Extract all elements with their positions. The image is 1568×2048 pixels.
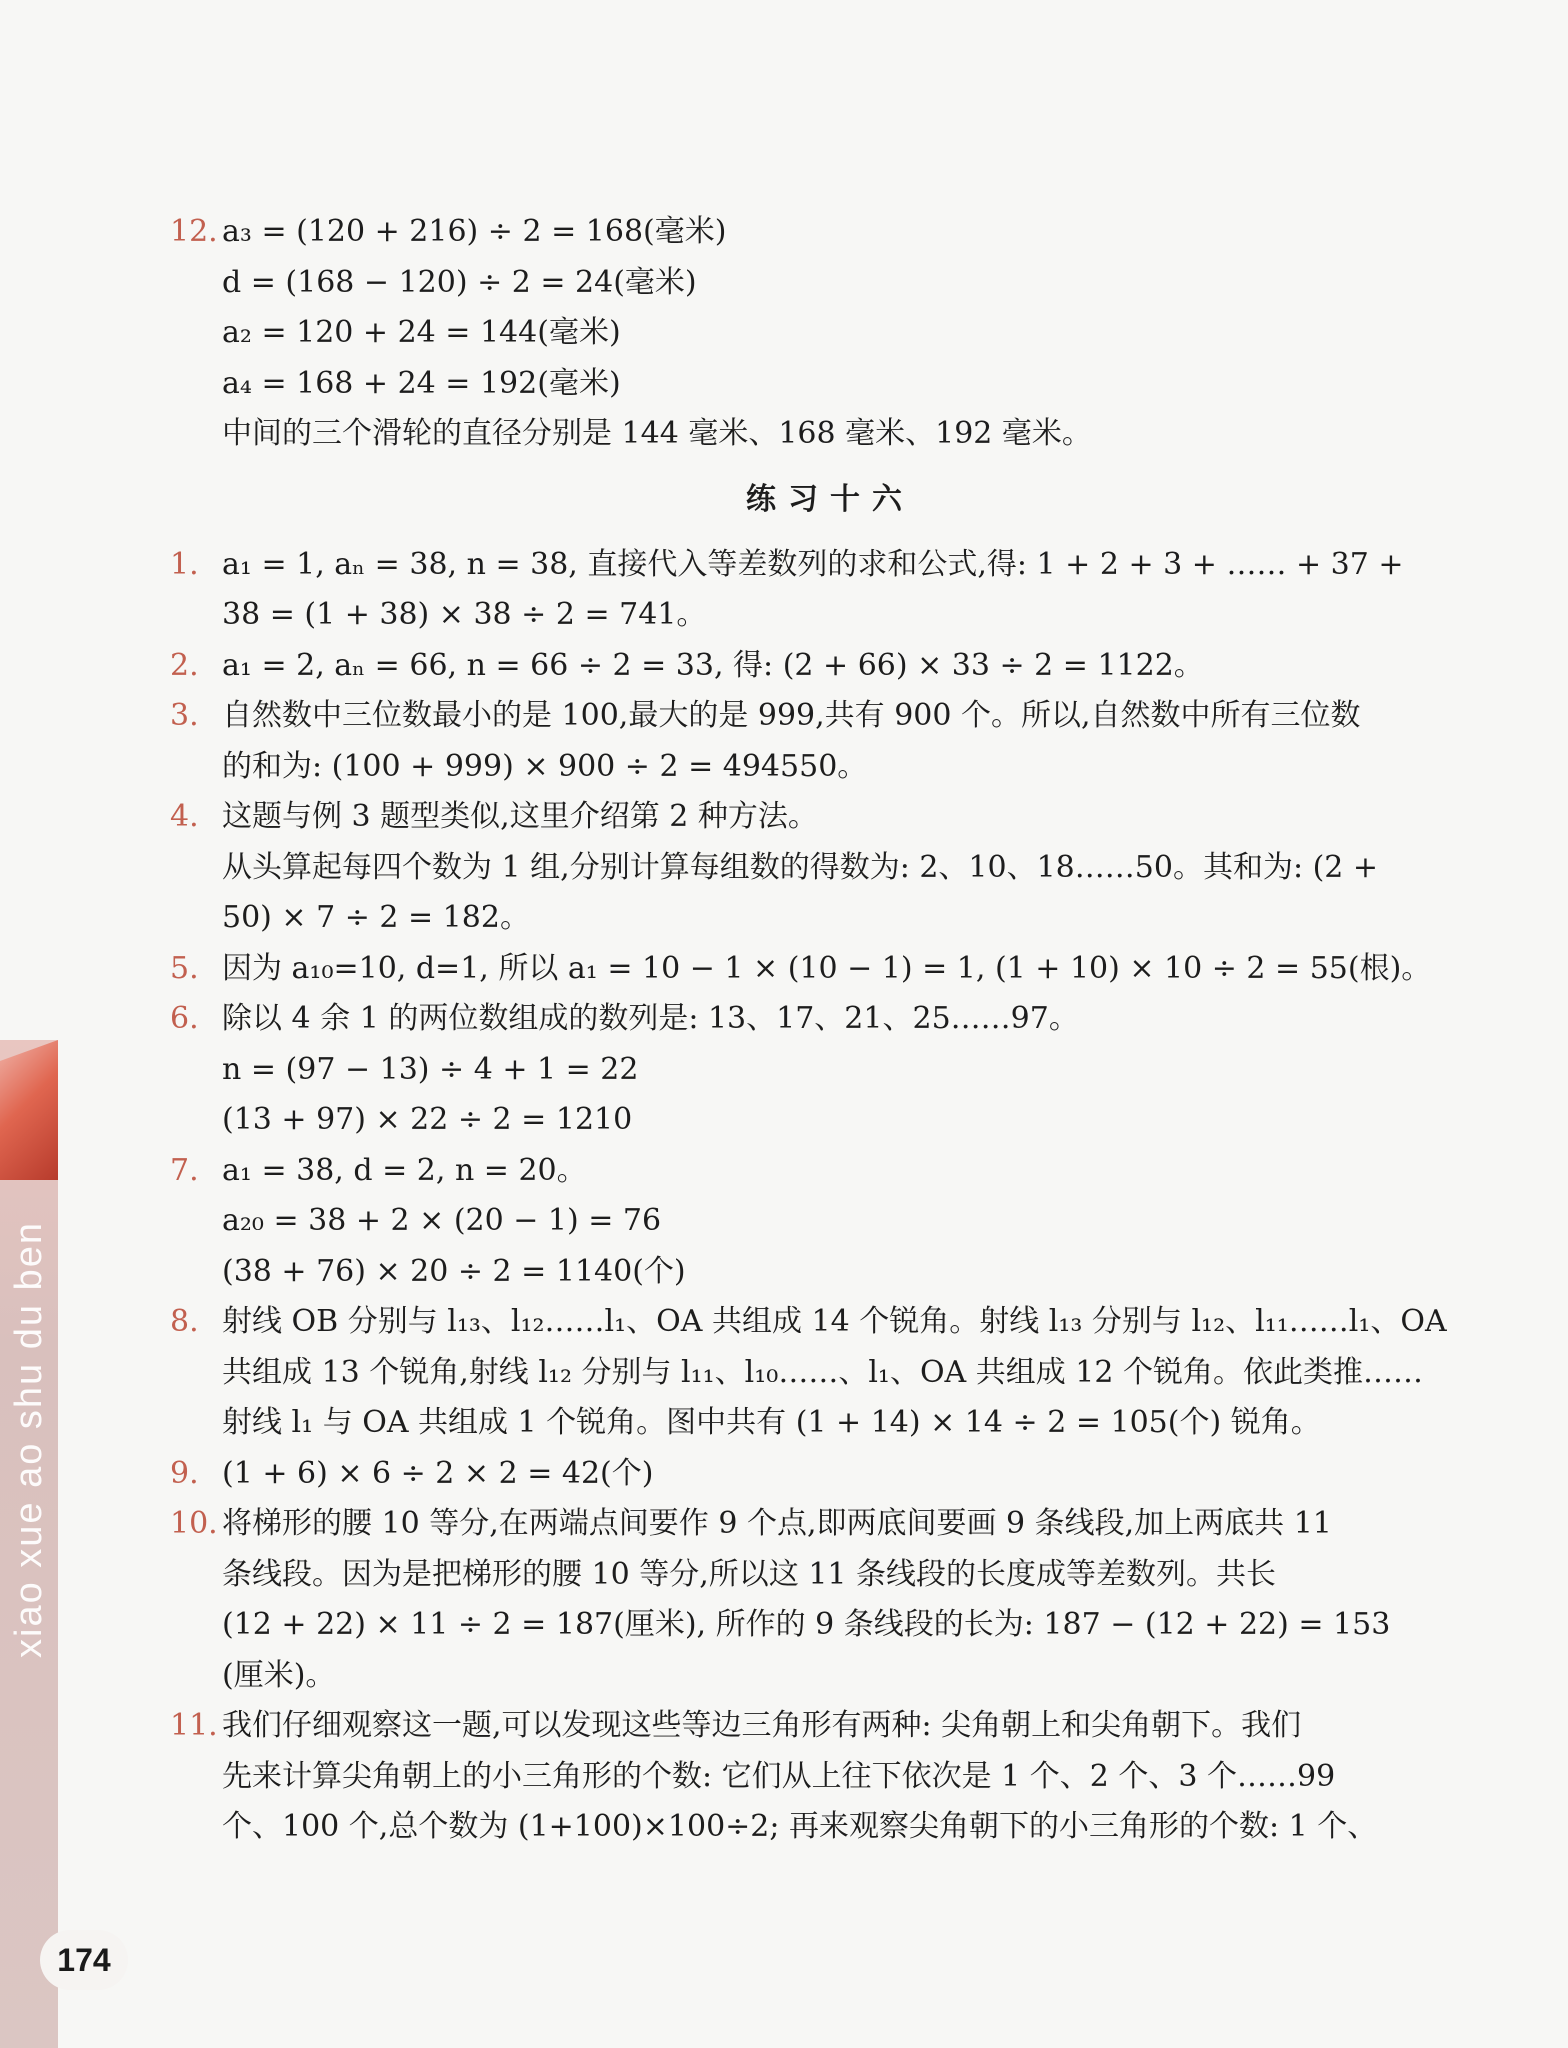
problem-number: 7. bbox=[170, 1152, 199, 1188]
problem-item bbox=[170, 540, 1490, 641]
problem-number: 10. bbox=[170, 1506, 218, 1541]
problem-line: 先来计算尖角朝上的小三角形的个数: 它们从上往下依次是 1 个、2 个、3 个……99 bbox=[222, 1758, 1336, 1794]
problem-line: a₁ = 38, d = 2, n = 20。 bbox=[222, 1152, 587, 1188]
problem-line: a₂₀ = 38 + 2 × (20 − 1) = 76 bbox=[222, 1203, 662, 1238]
problem-line: 因为 a₁₀=10, d=1, 所以 a₁ = 10 − 1 × (10 − 1) = 1, (1 + 10) × 10 ÷ 2 = 55(根)。 bbox=[222, 950, 1432, 986]
problem-line: 共组成 13 个锐角,射线 l₁₂ 分别与 l₁₁、l₁₀……、l₁、OA 共组成 12 个锐角。依此类推…… bbox=[222, 1354, 1423, 1390]
problem-line: (13 + 97) × 22 ÷ 2 = 1210 bbox=[222, 1102, 633, 1137]
problem-number: 5. bbox=[170, 950, 199, 986]
problem-line: 条线段。因为是把梯形的腰 10 等分,所以这 11 条线段的长度成等差数列。共长 bbox=[222, 1556, 1277, 1592]
problem-line: 射线 OB 分别与 l₁₃、l₁₂……l₁、OA 共组成 14 个锐角。射线 l₁₃ 分别与 l₁₂、l₁₁……l₁、OA bbox=[222, 1304, 1447, 1339]
solution-line: d = (168 − 120) ÷ 2 = 24(毫米) bbox=[222, 264, 697, 300]
problem-line: 从头算起每四个数为 1 组,分别计算每组数的得数为: 2、10、18……50。其和为: (2 + bbox=[222, 849, 1379, 885]
problem-item bbox=[170, 1146, 1490, 1298]
problem-number: 1. bbox=[170, 546, 199, 582]
problem-line: 38 = (1 + 38) × 38 ÷ 2 = 741。 bbox=[222, 597, 707, 632]
solution-12 bbox=[170, 207, 1490, 460]
problem-number: 8. bbox=[170, 1304, 199, 1339]
solution-line: a₃ = (120 + 216) ÷ 2 = 168(毫米) bbox=[222, 214, 727, 249]
problem-item bbox=[170, 641, 1490, 692]
problem-number: 3. bbox=[170, 698, 199, 733]
problem-line: 的和为: (100 + 999) × 900 ÷ 2 = 494550。 bbox=[222, 748, 868, 784]
problem-line: 这题与例 3 题型类似,这里介绍第 2 种方法。 bbox=[222, 799, 818, 834]
problem-number: 4. bbox=[170, 799, 199, 834]
page-number: 174 bbox=[40, 1930, 128, 1990]
problem-line: (厘米)。 bbox=[222, 1657, 336, 1693]
problem-line: 个、100 个,总个数为 (1+100)×100÷2; 再来观察尖角朝下的小三角形的个数: 1 个、 bbox=[222, 1809, 1378, 1844]
problem-number: 2. bbox=[170, 647, 199, 683]
problem-item bbox=[170, 792, 1490, 944]
problem-line: a₁ = 2, aₙ = 66, n = 66 ÷ 2 = 33, 得: (2 + 66) × 33 ÷ 2 = 1122。 bbox=[222, 647, 1204, 683]
problem-line: 除以 4 余 1 的两位数组成的数列是: 13、17、21、25……97。 bbox=[222, 1001, 1079, 1036]
solution-line: a₄ = 168 + 24 = 192(毫米) bbox=[222, 365, 621, 401]
problem-item bbox=[170, 944, 1490, 995]
problem-item bbox=[170, 1297, 1490, 1449]
problem-line: (38 + 76) × 20 ÷ 2 = 1140(个) bbox=[222, 1253, 686, 1289]
problem-line: (1 + 6) × 6 ÷ 2 × 2 = 42(个) bbox=[222, 1455, 654, 1491]
problem-number: 9. bbox=[170, 1455, 199, 1491]
problem-line: 我们仔细观察这一题,可以发现这些等边三角形有两种: 尖角朝上和尖角朝下。我们 bbox=[222, 1708, 1302, 1743]
side-series-label: xiao xue ao shu du ben bbox=[8, 1221, 50, 1659]
problem-number: 11. bbox=[170, 1708, 218, 1743]
problem-item bbox=[170, 1499, 1490, 1701]
problem-line: 射线 l₁ 与 OA 共组成 1 个锐角。图中共有 (1 + 14) × 14 ÷ 2 = 105(个) 锐角。 bbox=[222, 1405, 1321, 1440]
problem-item bbox=[170, 1701, 1490, 1853]
solution-line: a₂ = 120 + 24 = 144(毫米) bbox=[222, 315, 621, 350]
side-decoration-tab bbox=[0, 1040, 58, 1180]
problem-number: 12. bbox=[170, 214, 218, 249]
problem-line: n = (97 − 13) ÷ 4 + 1 = 22 bbox=[222, 1051, 639, 1087]
section-heading: 练习十六 bbox=[746, 481, 914, 517]
problem-number: 6. bbox=[170, 1001, 199, 1036]
page-content bbox=[170, 207, 1490, 1853]
problem-item bbox=[170, 1449, 1490, 1500]
problem-list bbox=[170, 540, 1490, 1853]
problem-line: 自然数中三位数最小的是 100,最大的是 999,共有 900 个。所以,自然数中所有三位数 bbox=[222, 698, 1361, 733]
problem-item bbox=[170, 691, 1490, 792]
solution-line: 中间的三个滑轮的直径分别是 144 毫米、168 毫米、192 毫米。 bbox=[222, 416, 1092, 451]
problem-line: (12 + 22) × 11 ÷ 2 = 187(厘米), 所作的 9 条线段的长为: 187 − (12 + 22) = 153 bbox=[222, 1607, 1391, 1642]
problem-line: a₁ = 1, aₙ = 38, n = 38, 直接代入等差数列的求和公式,得: 1 + 2 + 3 + …… + 37 + bbox=[222, 546, 1404, 582]
problem-item bbox=[170, 994, 1490, 1146]
problem-line: 50) × 7 ÷ 2 = 182。 bbox=[222, 900, 530, 935]
problem-line: 将梯形的腰 10 等分,在两端点间要作 9 个点,即两底间要画 9 条线段,加上两底共 11 bbox=[222, 1506, 1332, 1541]
